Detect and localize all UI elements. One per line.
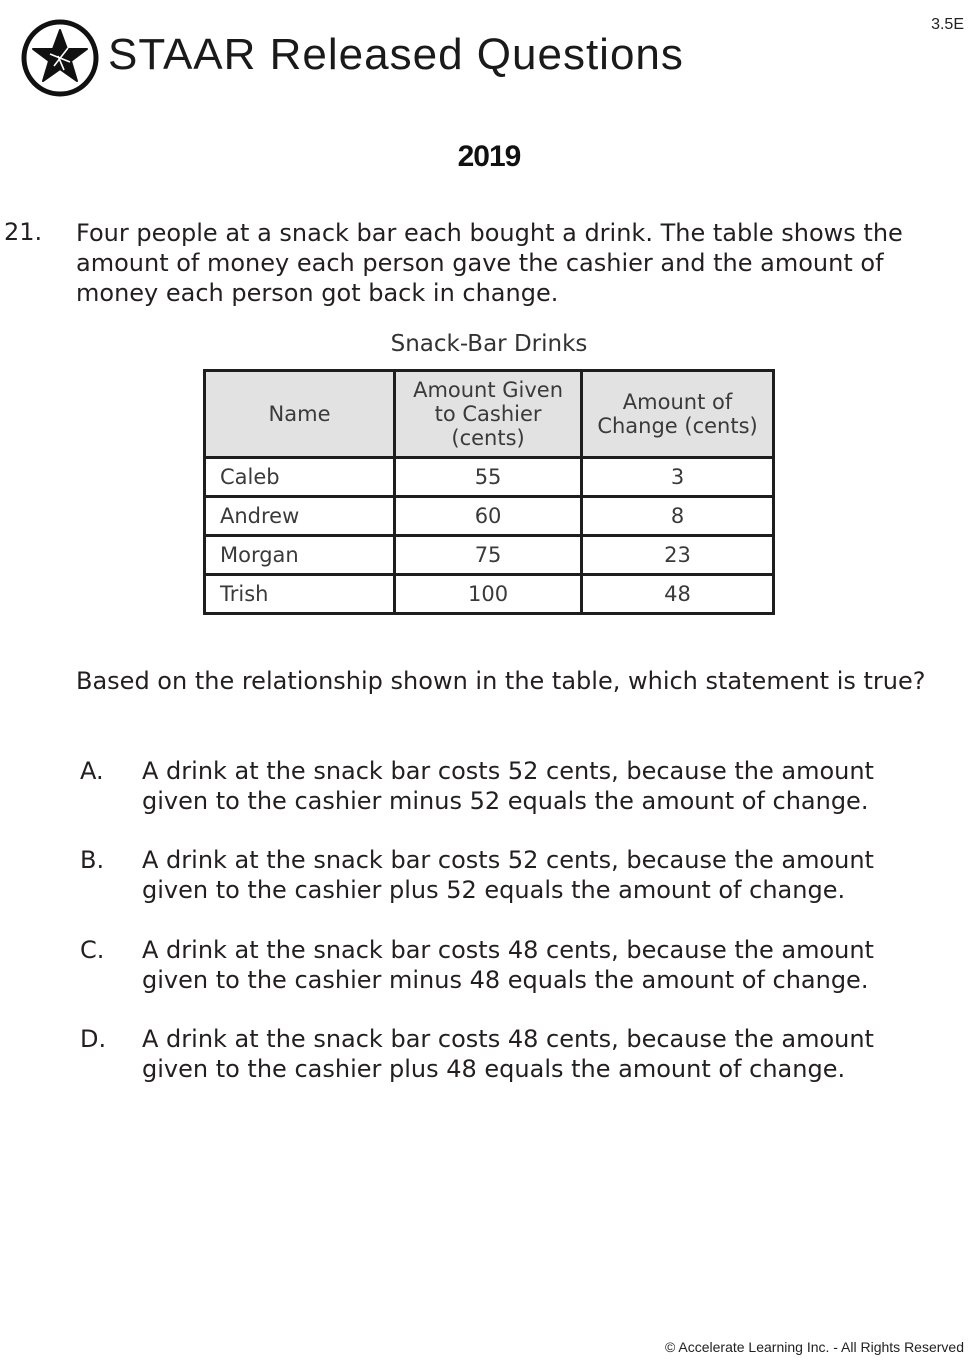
question-prompt: Based on the relationship shown in the table, which statement is true?	[76, 667, 926, 695]
header-amount-given: Amount Given to Cashier (cents)	[395, 371, 582, 458]
snack-bar-table	[203, 369, 775, 615]
standard-code: 3.5E	[931, 16, 964, 33]
header-amount-change: Amount of Change (cents)	[582, 371, 774, 458]
year-heading: 2019	[457, 140, 521, 173]
cell-name: Andrew	[205, 497, 395, 536]
table-row	[205, 575, 774, 614]
page-title: STAAR Released Questions	[108, 30, 684, 79]
cell-given: 60	[395, 497, 582, 536]
cell-given: 100	[395, 575, 582, 614]
star-logo-icon	[20, 18, 100, 98]
table-caption: Snack-Bar Drinks	[390, 331, 588, 357]
choice-letter: C.	[80, 936, 105, 964]
cell-change: 3	[582, 458, 774, 497]
cell-change: 23	[582, 536, 774, 575]
choice-text: A drink at the snack bar costs 48 cents, because the amount given to the cashier plus 48 equals the amount of change.	[142, 1025, 874, 1083]
cell-change: 48	[582, 575, 774, 614]
choice-letter: D.	[80, 1025, 107, 1053]
question-number: 21.	[4, 218, 43, 246]
choice-letter: B.	[80, 846, 105, 874]
question-text: Four people at a snack bar each bought a drink. The table shows the amount of money each person gave the cashier and the amount of money each person got back in change.	[76, 219, 903, 307]
cell-change: 8	[582, 497, 774, 536]
cell-name: Morgan	[205, 536, 395, 575]
choice-text: A drink at the snack bar costs 52 cents, because the amount given to the cashier minus 52 equals the amount of change.	[142, 757, 874, 815]
header-name: Name	[205, 371, 395, 458]
cell-name: Trish	[205, 575, 395, 614]
table-header-row	[205, 371, 774, 458]
copyright-footer: © Accelerate Learning Inc. - All Rights Reserved	[664, 1339, 964, 1355]
table-row	[205, 458, 774, 497]
cell-name: Caleb	[205, 458, 395, 497]
table-row	[205, 536, 774, 575]
table-row	[205, 497, 774, 536]
choice-text: A drink at the snack bar costs 52 cents, because the amount given to the cashier plus 52 equals the amount of change.	[142, 846, 874, 904]
choice-text: A drink at the snack bar costs 48 cents, because the amount given to the cashier minus 48 equals the amount of change.	[142, 936, 874, 994]
cell-given: 75	[395, 536, 582, 575]
choice-letter: A.	[80, 757, 104, 785]
cell-given: 55	[395, 458, 582, 497]
